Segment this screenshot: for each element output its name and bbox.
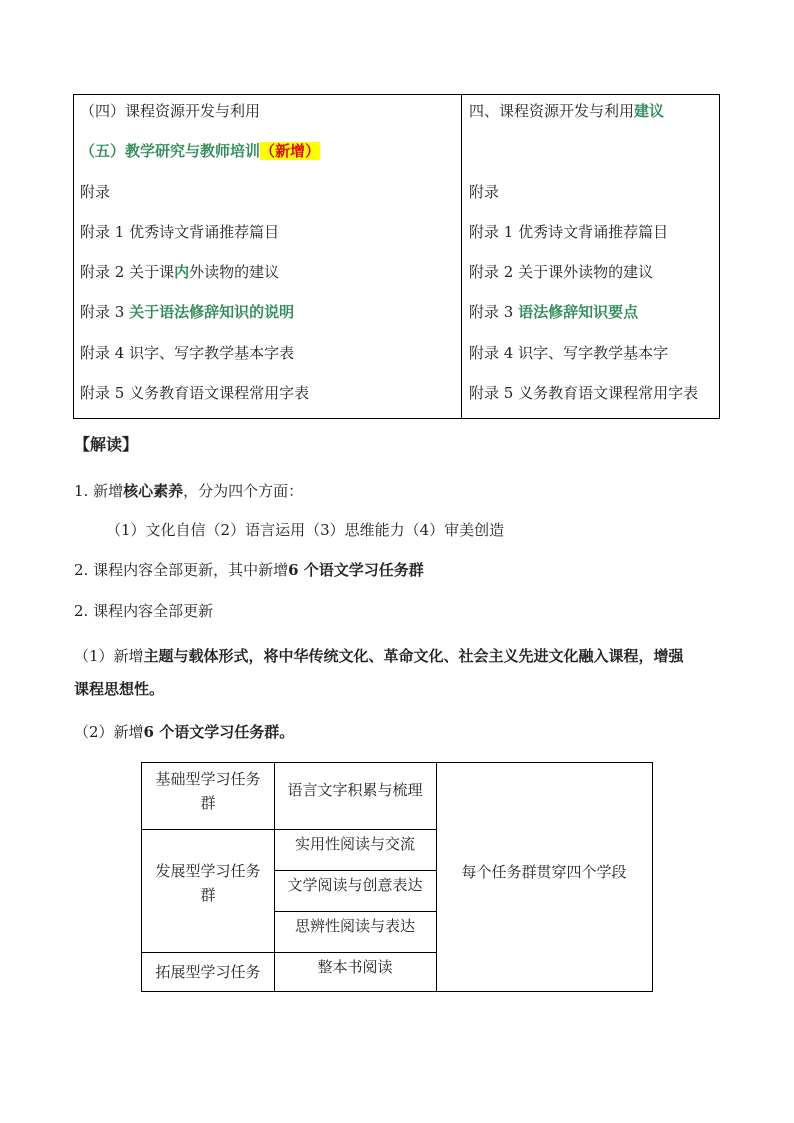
basic-task-item: 语言文字积累与梳理 [287, 781, 423, 799]
point-1-prefix: 1. 新增 [74, 482, 124, 500]
right-row-appendix: 附录 [469, 183, 500, 201]
basic-group-line-1: 基础型学习任务 [155, 770, 261, 788]
teaching-research-label: （五）教学研究与教师培训 [80, 142, 261, 160]
right-resources-suggest: 建议 [634, 102, 665, 120]
interpretation-heading: 【解读】 [74, 435, 139, 454]
table-hline-3 [274, 870, 436, 871]
left-row-appendix-1: 附录 1 优秀诗文背诵推荐篇目 [80, 223, 280, 241]
basic-task-group [142, 767, 274, 815]
column-divider [461, 95, 462, 418]
right-resources-prefix: 四、课程资源开发与利用 [469, 102, 635, 120]
right-row-appendix-2: 附录 2 关于课外读物的建议 [469, 263, 654, 281]
subpoint-1-prefix: （1）新增 [74, 647, 144, 665]
point-2-prefix: 2. 课程内容全部更新，其中新增 [74, 561, 289, 579]
subpoint-1-line-1 [74, 647, 684, 665]
task-group-note: 每个任务群贯穿四个学段 [461, 863, 627, 881]
subpoint-2-prefix: （2）新增 [74, 723, 144, 741]
left-row-teaching-research [80, 142, 320, 160]
extension-task-item: 整本书阅读 [317, 958, 393, 976]
development-group-line-1: 发展型学习任务 [155, 862, 261, 880]
task-group-table [141, 762, 653, 992]
right-appendix-3-title: 语法修辞知识要点 [518, 303, 639, 321]
point-2 [74, 561, 424, 579]
subpoint-1-line-2: 课程思想性。 [74, 680, 165, 698]
development-task-group [142, 859, 274, 907]
table-hline-4 [274, 911, 436, 912]
point-1 [74, 482, 303, 500]
right-appendix-3-prefix: 附录 3 [469, 303, 519, 321]
appendix-3-title: 关于语法修辞知识的说明 [129, 303, 295, 321]
new-badge: （新增） [260, 142, 321, 160]
left-row-appendix-5: 附录 5 义务教育语文课程常用字表 [80, 384, 310, 402]
left-row-appendix-4: 附录 4 识字、写字教学基本字表 [80, 344, 295, 362]
curriculum-comparison-table [73, 94, 720, 419]
table-hline-1 [142, 829, 436, 830]
development-task-item-1: 实用性阅读与交流 [294, 835, 415, 853]
development-task-item-2: 文学阅读与创意表达 [287, 876, 423, 894]
point-1-aspects: （1）文化自信（2）语言运用（3）思维能力（4）审美创造 [106, 521, 505, 539]
table-hline-2 [142, 952, 436, 953]
appendix-2-highlight: 内 [174, 263, 190, 281]
point-1-suffix: ，分为四个方面： [183, 482, 304, 500]
extension-task-group: 拓展型学习任务 [155, 963, 261, 981]
point-1-core: 核心素养 [123, 482, 184, 500]
right-row-resources [469, 102, 664, 120]
right-row-appendix-5: 附录 5 义务教育语文课程常用字表 [469, 384, 699, 402]
point-2-bold: 6 个语文学习任务群 [288, 561, 424, 579]
left-row-appendix-3 [80, 303, 294, 321]
appendix-2-prefix: 附录 2 关于课 [80, 263, 175, 281]
right-row-appendix-3 [469, 303, 638, 321]
point-2-repeat: 2. 课程内容全部更新 [74, 602, 214, 620]
left-row-appendix-2 [80, 263, 279, 281]
left-row-resources: （四）课程资源开发与利用 [80, 102, 261, 120]
subpoint-2-bold: 6 个语文学习任务群。 [143, 723, 295, 741]
development-group-line-2: 群 [200, 886, 216, 904]
development-task-item-3: 思辨性阅读与表达 [294, 917, 415, 935]
subpoint-1-bold: 主题与载体形式，将中华传统文化、革命文化、社会主义先进文化融入课程，增强 [143, 647, 684, 665]
left-row-appendix: 附录 [80, 183, 111, 201]
right-row-appendix-1: 附录 1 优秀诗文背诵推荐篇目 [469, 223, 669, 241]
subpoint-2 [74, 723, 294, 741]
right-row-appendix-4: 附录 4 识字、写字教学基本字 [469, 344, 669, 362]
basic-group-line-2: 群 [200, 794, 216, 812]
appendix-3-prefix: 附录 3 [80, 303, 130, 321]
appendix-2-suffix: 外读物的建议 [189, 263, 280, 281]
